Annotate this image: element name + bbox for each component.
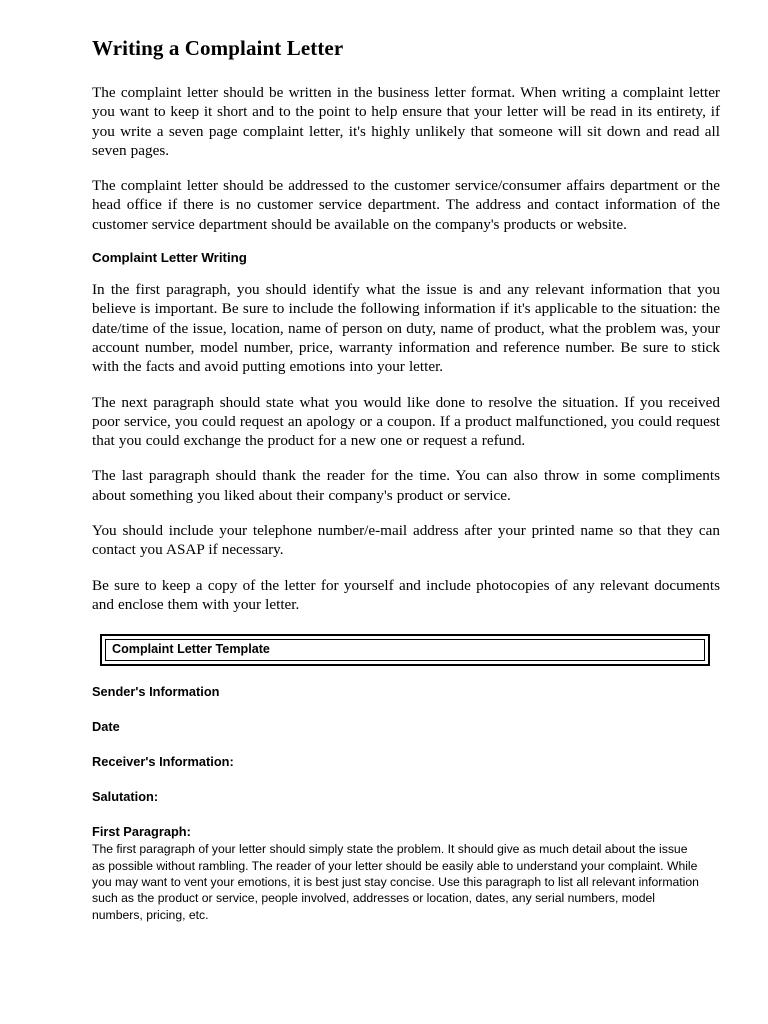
template-title-label: Complaint Letter Template — [105, 639, 705, 661]
template-title-box — [100, 634, 710, 666]
page-title: Writing a Complaint Letter — [92, 36, 344, 60]
field-receivers-information: Receiver's Information: — [92, 754, 234, 770]
intro-paragraph-1: The complaint letter should be written in the business letter format. When writing a complaint letter you want to keep it short and to the point to help ensure that your letter will be read in its entirety, if you write a seven page complaint letter, it's highly unlikely that someone will sit down and read all seven pages. — [92, 84, 720, 159]
field-first-paragraph: First Paragraph: — [92, 824, 191, 840]
section-heading-complaint-letter-writing: Complaint Letter Writing — [92, 250, 247, 266]
field-salutation: Salutation: — [92, 789, 159, 805]
intro-paragraph-2: The complaint letter should be addressed to the customer service/consumer affairs department or the head office if there is no customer service department. The address and contact information of the customer service department should be available on the company's products or website. — [92, 177, 720, 233]
section-paragraph-5: Be sure to keep a copy of the letter for yourself and include photocopies of any relevant documents and enclose them with your letter. — [92, 576, 720, 613]
field-date: Date — [92, 719, 120, 735]
first-paragraph-guidance: The first paragraph of your letter should simply state the problem. It should give as much detail about the issue as possible without rambling. The reader of your letter should be easily able to understand your complaint. While you may want to vent your emotions, it is best just stay concise. Use this paragraph to list all relevant information such as the product or service, people involved, addresses or location, dates, any serial numbers, model numbers, pricing, etc. — [92, 842, 699, 922]
section-paragraph-3: The last paragraph should thank the reader for the time. You can also throw in some compliments about something you liked about their company's product or service. — [92, 467, 720, 504]
section-paragraph-1: In the first paragraph, you should identify what the issue is and any relevant information that you believe is important. Be sure to include the following information if it's applicable to the situation: the date/time of the issue, location, name of person on duty, name of product, what the problem was, your account number, model number, price, warranty information and reference number. Be sure to stick with the facts and avoid putting emotions into your letter. — [92, 281, 720, 376]
section-paragraph-2: The next paragraph should state what you would like done to resolve the situation. If you received poor service, you could request an apology or a coupon. If a product malfunctioned, you could request that you could exchange the product for a new one or request a refund. — [92, 393, 720, 450]
section-paragraph-4: You should include your telephone number/e-mail address after your printed name so that they can contact you ASAP if necessary. — [92, 522, 720, 559]
field-senders-information: Sender's Information — [92, 684, 220, 700]
